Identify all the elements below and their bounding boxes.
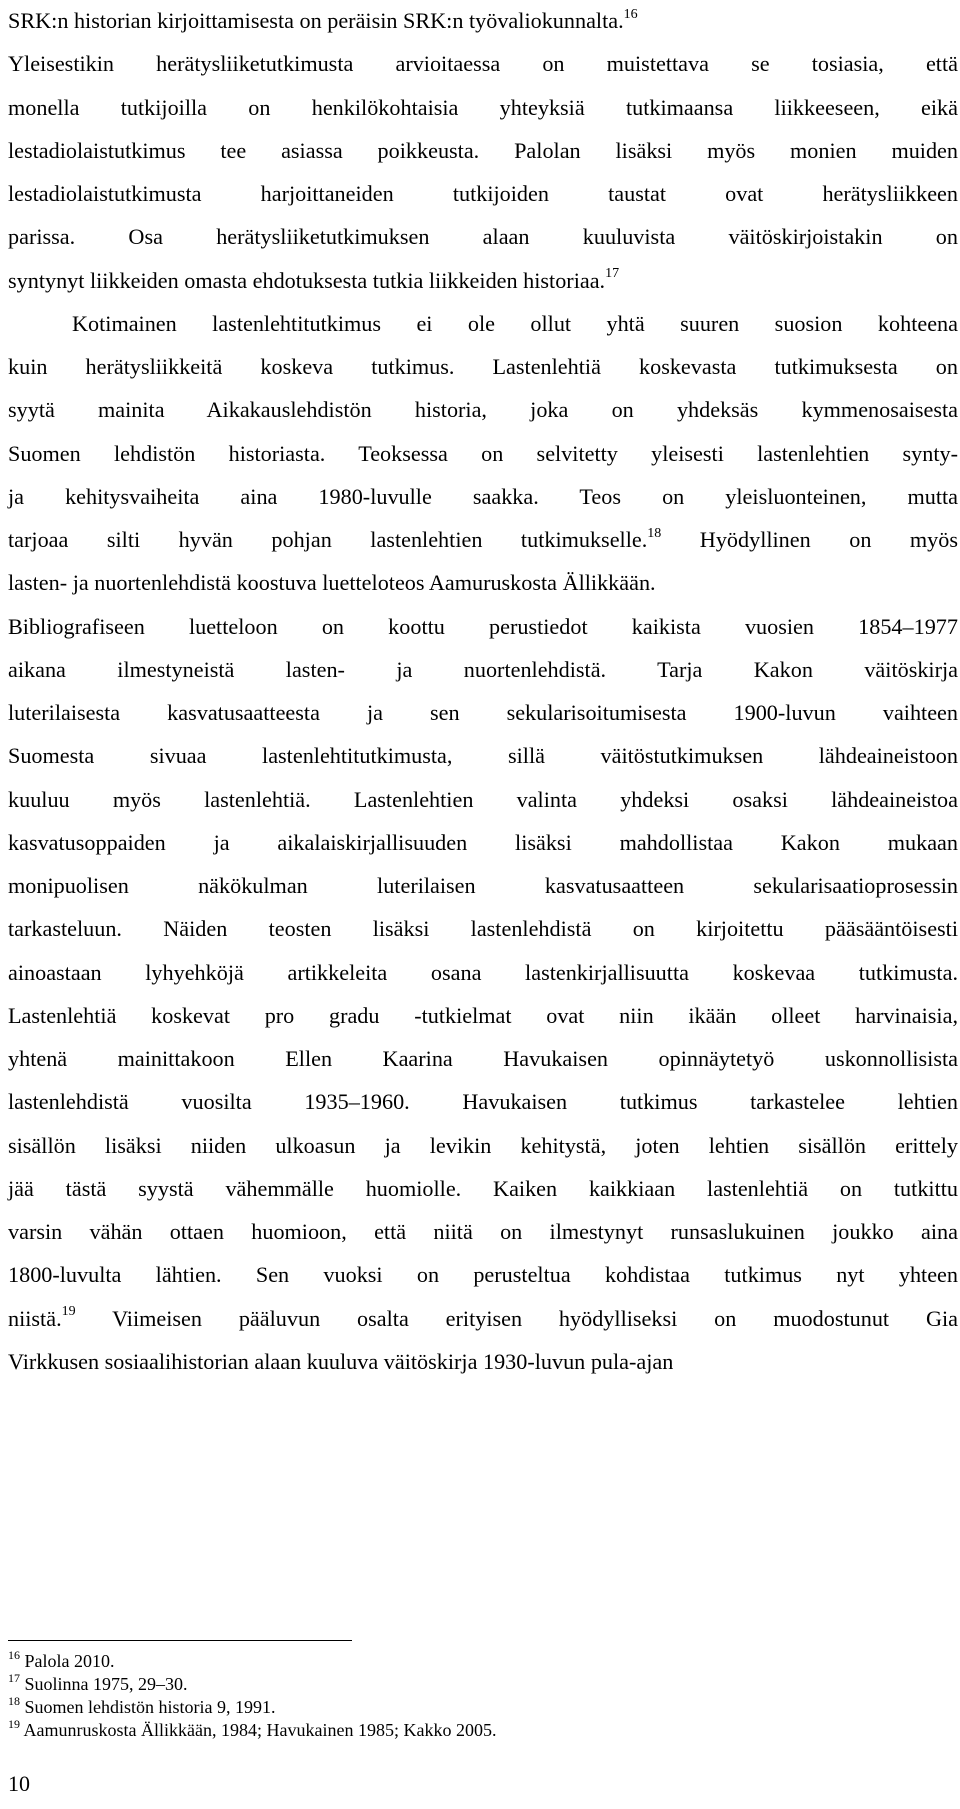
text-segment: lestadiolaistutkimus tee asiassa poikkeusta. Palolan lisäksi myös monien muiden	[8, 137, 958, 163]
text-segment: kuuluu myös lastenlehtiä. Lastenlehtien valinta yhdeksi osaksi lähdeaineistoa	[8, 786, 958, 812]
footnote	[8, 1719, 496, 1741]
text-line	[8, 179, 958, 209]
text-line	[8, 1304, 958, 1334]
footnote-text: Aamunruskosta Ällikkään, 1984; Havukainen 1985; Kakko 2005.	[23, 1720, 497, 1740]
text-segment: Hyödyllinen on myös	[661, 527, 959, 552]
footnote-reference: 16	[623, 6, 638, 22]
text-line	[8, 1131, 958, 1161]
text-line	[8, 49, 958, 79]
text-segment: Suomen lehdistön historiasta. Teoksessa on selvitetty yleisesti lastenlehtien synty-	[8, 440, 958, 466]
text-line	[8, 1087, 958, 1117]
footnote-reference: 19	[61, 1304, 76, 1320]
text-segment: niistä.	[8, 1305, 62, 1331]
text-line	[8, 352, 958, 382]
text-segment: Kotimainen lastenlehtitutkimus ei ole ollut yhtä suuren suosion kohteena	[72, 310, 958, 336]
footnote-reference: 17	[605, 266, 620, 282]
text-segment: 1800-luvulta lähtien. Sen vuoksi on perusteltua kohdistaa tutkimus nyt yhteen	[8, 1262, 958, 1288]
text-segment: parissa. Osa herätysliiketutkimuksen alaan kuuluvista väitöskirjoistakin on	[8, 224, 958, 250]
text-line	[8, 568, 656, 598]
footnote-text: Suolinna 1975, 29–30.	[24, 1674, 188, 1694]
text-line	[8, 914, 958, 944]
text-line	[8, 785, 958, 815]
text-line	[8, 741, 958, 771]
text-segment: kasvatusoppaiden ja aikalaiskirjallisuuden lisäksi mahdollistaa Kakon mukaan	[8, 829, 958, 855]
text-segment: tarjoaa silti hyvän pohjan lastenlehtien tutkimukselle.	[8, 527, 648, 552]
text-segment: Lastenlehtiä koskevat pro gradu -tutkielmat ovat niin ikään olleet harvinaisia,	[8, 1002, 958, 1028]
text-line	[8, 828, 958, 858]
text-segment: syytä mainita Aikakauslehdistön historia, joka on yhdeksäs kymmenosaisesta	[8, 397, 958, 423]
footnote-number: 17	[8, 1671, 20, 1685]
text-line	[8, 1217, 958, 1247]
text-segment: monella tutkijoilla on henkilökohtaisia yhteyksiä tutkimaansa liikkeeseen, eikä	[8, 94, 958, 120]
text-segment: Virkkusen sosiaalihistorian alaan kuuluva väitöskirja 1930-luvun pula-ajan	[8, 1348, 674, 1374]
text-line	[8, 958, 958, 988]
text-line	[8, 1260, 958, 1290]
text-line	[8, 1001, 958, 1031]
footnote-number: 19	[8, 1717, 20, 1731]
footnote-text: Suomen lehdistön historia 9, 1991.	[24, 1697, 276, 1717]
footnote	[8, 1650, 115, 1672]
text-segment: yhtenä mainittakoon Ellen Kaarina Havukaisen opinnäytetyö uskonnollisista	[8, 1046, 958, 1071]
text-line	[8, 1174, 958, 1204]
text-segment: varsin vähän ottaen huomioon, että niitä on ilmestynyt runsaslukuinen joukko aina	[8, 1219, 958, 1244]
text-line	[8, 871, 958, 901]
text-line	[8, 1044, 958, 1074]
text-segment: Bibliografiseen luetteloon on koottu perustiedot kaikista vuosien 1854–1977	[8, 613, 958, 639]
text-segment: monipuolisen näkökulman luterilaisen kasvatusaatteen sekularisaatioprosessin	[8, 873, 958, 898]
footnote	[8, 1673, 188, 1695]
text-segment: Suomesta sivuaa lastenlehtitutkimusta, sillä väitöstutkimuksen lähdeaineistoon	[8, 743, 958, 769]
text-segment: ainoastaan lyhyehköjä artikkeleita osana lastenkirjallisuutta koskevaa tutkimusta.	[8, 959, 958, 985]
text-segment: lestadiolaistutkimusta harjoittaneiden tutkijoiden taustat ovat herätysliikkeen	[8, 181, 958, 206]
text-line	[8, 612, 958, 642]
text-segment: lasten- ja nuortenlehdistä koostuva luetteloteos Aamuruskosta Ällikkään.	[8, 570, 656, 596]
text-line	[8, 6, 638, 36]
text-line	[8, 482, 958, 512]
text-segment: syntynyt liikkeiden omasta ehdotuksesta tutkia liikkeiden historiaa.	[8, 267, 606, 293]
text-line	[8, 698, 958, 728]
text-line	[72, 309, 958, 339]
text-segment: kuin herätysliikkeitä koskeva tutkimus. Lastenlehtiä koskevasta tutkimuksesta on	[8, 354, 958, 379]
text-segment: SRK:n historian kirjoittamisesta on peräisin SRK:n työvaliokunnalta.	[8, 8, 624, 33]
text-line	[8, 655, 958, 685]
footnote-number: 16	[8, 1648, 20, 1662]
footnote-number: 18	[8, 1694, 20, 1708]
text-segment: luterilaisesta kasvatusaatteesta ja sen sekularisoitumisesta 1900-luvun vaihteen	[8, 700, 958, 725]
text-segment: ja kehitysvaiheita aina 1980-luvulle saakka. Teos on yleisluonteinen, mutta	[8, 483, 958, 509]
text-segment: tarkasteluun. Näiden teosten lisäksi lastenlehdistä on kirjoitettu pääsääntöisesti	[8, 916, 958, 942]
page-number: 10	[8, 1771, 30, 1796]
text-segment: Yleisestikin herätysliiketutkimusta arvioitaessa on muistettava se tosiasia, että	[8, 51, 958, 77]
footnote-reference: 18	[647, 525, 662, 541]
text-line	[8, 222, 958, 252]
text-segment: sisällön lisäksi niiden ulkoasun ja levikin kehitystä, joten lehtien sisällön erittely	[8, 1132, 958, 1158]
text-segment: jää tästä syystä vähemmälle huomiolle. Kaiken kaikkiaan lastenlehtiä on tutkittu	[8, 1175, 958, 1201]
text-line	[8, 1347, 673, 1377]
text-line	[8, 266, 619, 296]
text-line	[8, 395, 958, 425]
text-line	[8, 439, 958, 469]
text-segment: Viimeisen pääluvun osalta erityisen hyödylliseksi on muodostunut Gia	[75, 1305, 958, 1331]
text-line	[8, 136, 958, 166]
text-segment: aikana ilmestyneistä lasten- ja nuortenlehdistä. Tarja Kakon väitöskirja	[8, 656, 958, 682]
text-line	[8, 525, 958, 555]
footnote-text: Palola 2010.	[24, 1651, 115, 1671]
text-line	[8, 93, 958, 123]
footnote-separator	[8, 1640, 352, 1641]
text-segment: lastenlehdistä vuosilta 1935–1960. Havukaisen tutkimus tarkastelee lehtien	[8, 1089, 958, 1115]
footnote	[8, 1696, 276, 1718]
